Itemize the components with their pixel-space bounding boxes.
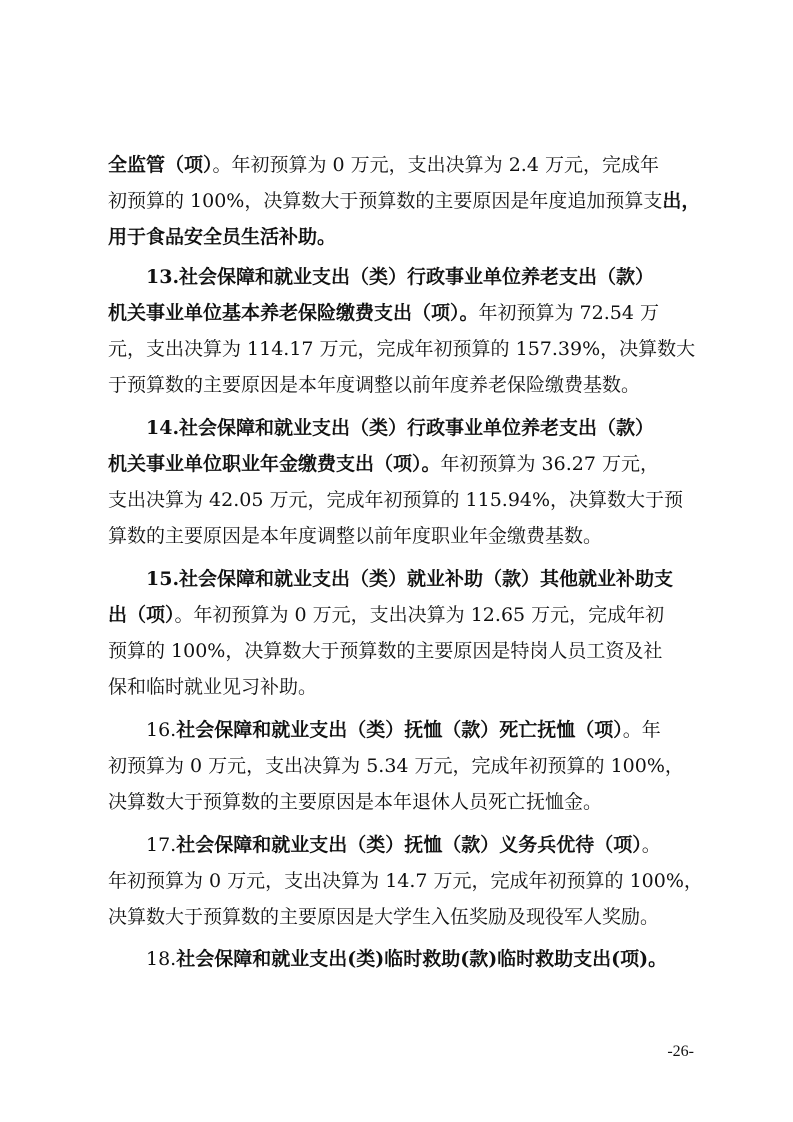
text-line — [108, 446, 659, 482]
text-line — [146, 827, 661, 863]
text-line — [108, 633, 662, 669]
text-run: 决算数大于预算数的主要原因是大学生入伍奖励及现役军人奖励。 — [108, 906, 660, 928]
text-run: 年初预算为 0 万元，支出决算为 14.7 万元，完成年初预算的 100%， — [108, 870, 703, 892]
text-run: 16. — [146, 719, 177, 741]
text-run: 。年 — [622, 719, 661, 741]
text-run: 保和临时就业见习补助。 — [108, 676, 318, 698]
text-line — [146, 410, 654, 446]
text-run: 元，支出决算为 114.17 万元，完成年初预算的 157.39%，决算数大 — [108, 338, 696, 360]
text-run: 用于食品安全员生活补助。 — [108, 226, 337, 248]
text-line — [146, 712, 661, 748]
text-run: 决算数大于预算数的主要原因是本年退休人员死亡抚恤金。 — [108, 791, 603, 813]
text-run: 机关事业单位基本养老保险缴费支出（项）。 — [108, 302, 479, 324]
text-run: 全监管（项） — [108, 154, 213, 176]
text-run: 初预算的 100%，决算数大于预算数的主要原因是年度追加预算支 — [108, 190, 663, 212]
text-run: 初预算为 0 万元，支出决算为 5.34 万元，完成年初预算的 100%， — [108, 755, 684, 777]
text-line — [108, 784, 602, 820]
text-run: 年初预算为 72.54 万 — [478, 302, 659, 324]
text-line — [108, 295, 659, 331]
text-run: 社会保障和就业支出（类）抚恤（款）义务兵优待（项） — [176, 834, 642, 856]
text-run: 机关事业单位职业年金缴费支出（项）。 — [108, 453, 441, 475]
text-run: 15.社会保障和就业支出（类）就业补助（款）其他就业补助支 — [146, 568, 674, 590]
text-line — [108, 518, 602, 554]
text-line — [108, 219, 336, 255]
text-run: 。年初预算为 0 万元，支出决算为 2.4 万元，完成年 — [212, 154, 659, 176]
text-run: 支出决算为 42.05 万元，完成年初预算的 115.94%，决算数大于预 — [108, 489, 684, 511]
text-line — [108, 147, 659, 183]
text-run: 年初预算为 36.27 万元， — [440, 453, 659, 475]
text-line — [146, 561, 673, 597]
text-line — [108, 748, 684, 784]
text-run: 。 — [641, 834, 661, 856]
text-run: 社会保障和就业支出（类）抚恤（款）死亡抚恤（项） — [176, 719, 623, 741]
text-run: 18. — [146, 948, 177, 970]
text-run: 出（项） — [108, 604, 175, 626]
text-line — [108, 899, 659, 935]
text-run: 。年初预算为 0 万元，支出决算为 12.65 万元，完成年初 — [174, 604, 665, 626]
text-line — [108, 597, 664, 633]
text-run: 算数的主要原因是本年度调整以前年度职业年金缴费基数。 — [108, 525, 603, 547]
text-run: 14.社会保障和就业支出（类）行政事业单位养老支出（款） — [146, 417, 655, 439]
page-number: -26- — [667, 1043, 694, 1060]
text-line — [146, 259, 654, 295]
text-line — [108, 482, 683, 518]
text-run: 出， — [662, 190, 701, 212]
text-line — [108, 183, 700, 219]
text-line — [108, 669, 317, 705]
text-run: 预算的 100%，决算数大于预算数的主要原因是特岗人员工资及社 — [108, 640, 663, 662]
text-run: 13.社会保障和就业支出（类）行政事业单位养老支出（款） — [146, 266, 655, 288]
text-run: 17. — [146, 834, 177, 856]
text-line — [108, 863, 703, 899]
text-line — [146, 941, 667, 977]
text-line — [108, 331, 695, 367]
text-line — [108, 367, 640, 403]
text-run: 社会保障和就业支出(类)临时救助(款)临时救助支出(项)。 — [176, 948, 668, 970]
text-run: 于预算数的主要原因是本年度调整以前年度养老保险缴费基数。 — [108, 374, 641, 396]
